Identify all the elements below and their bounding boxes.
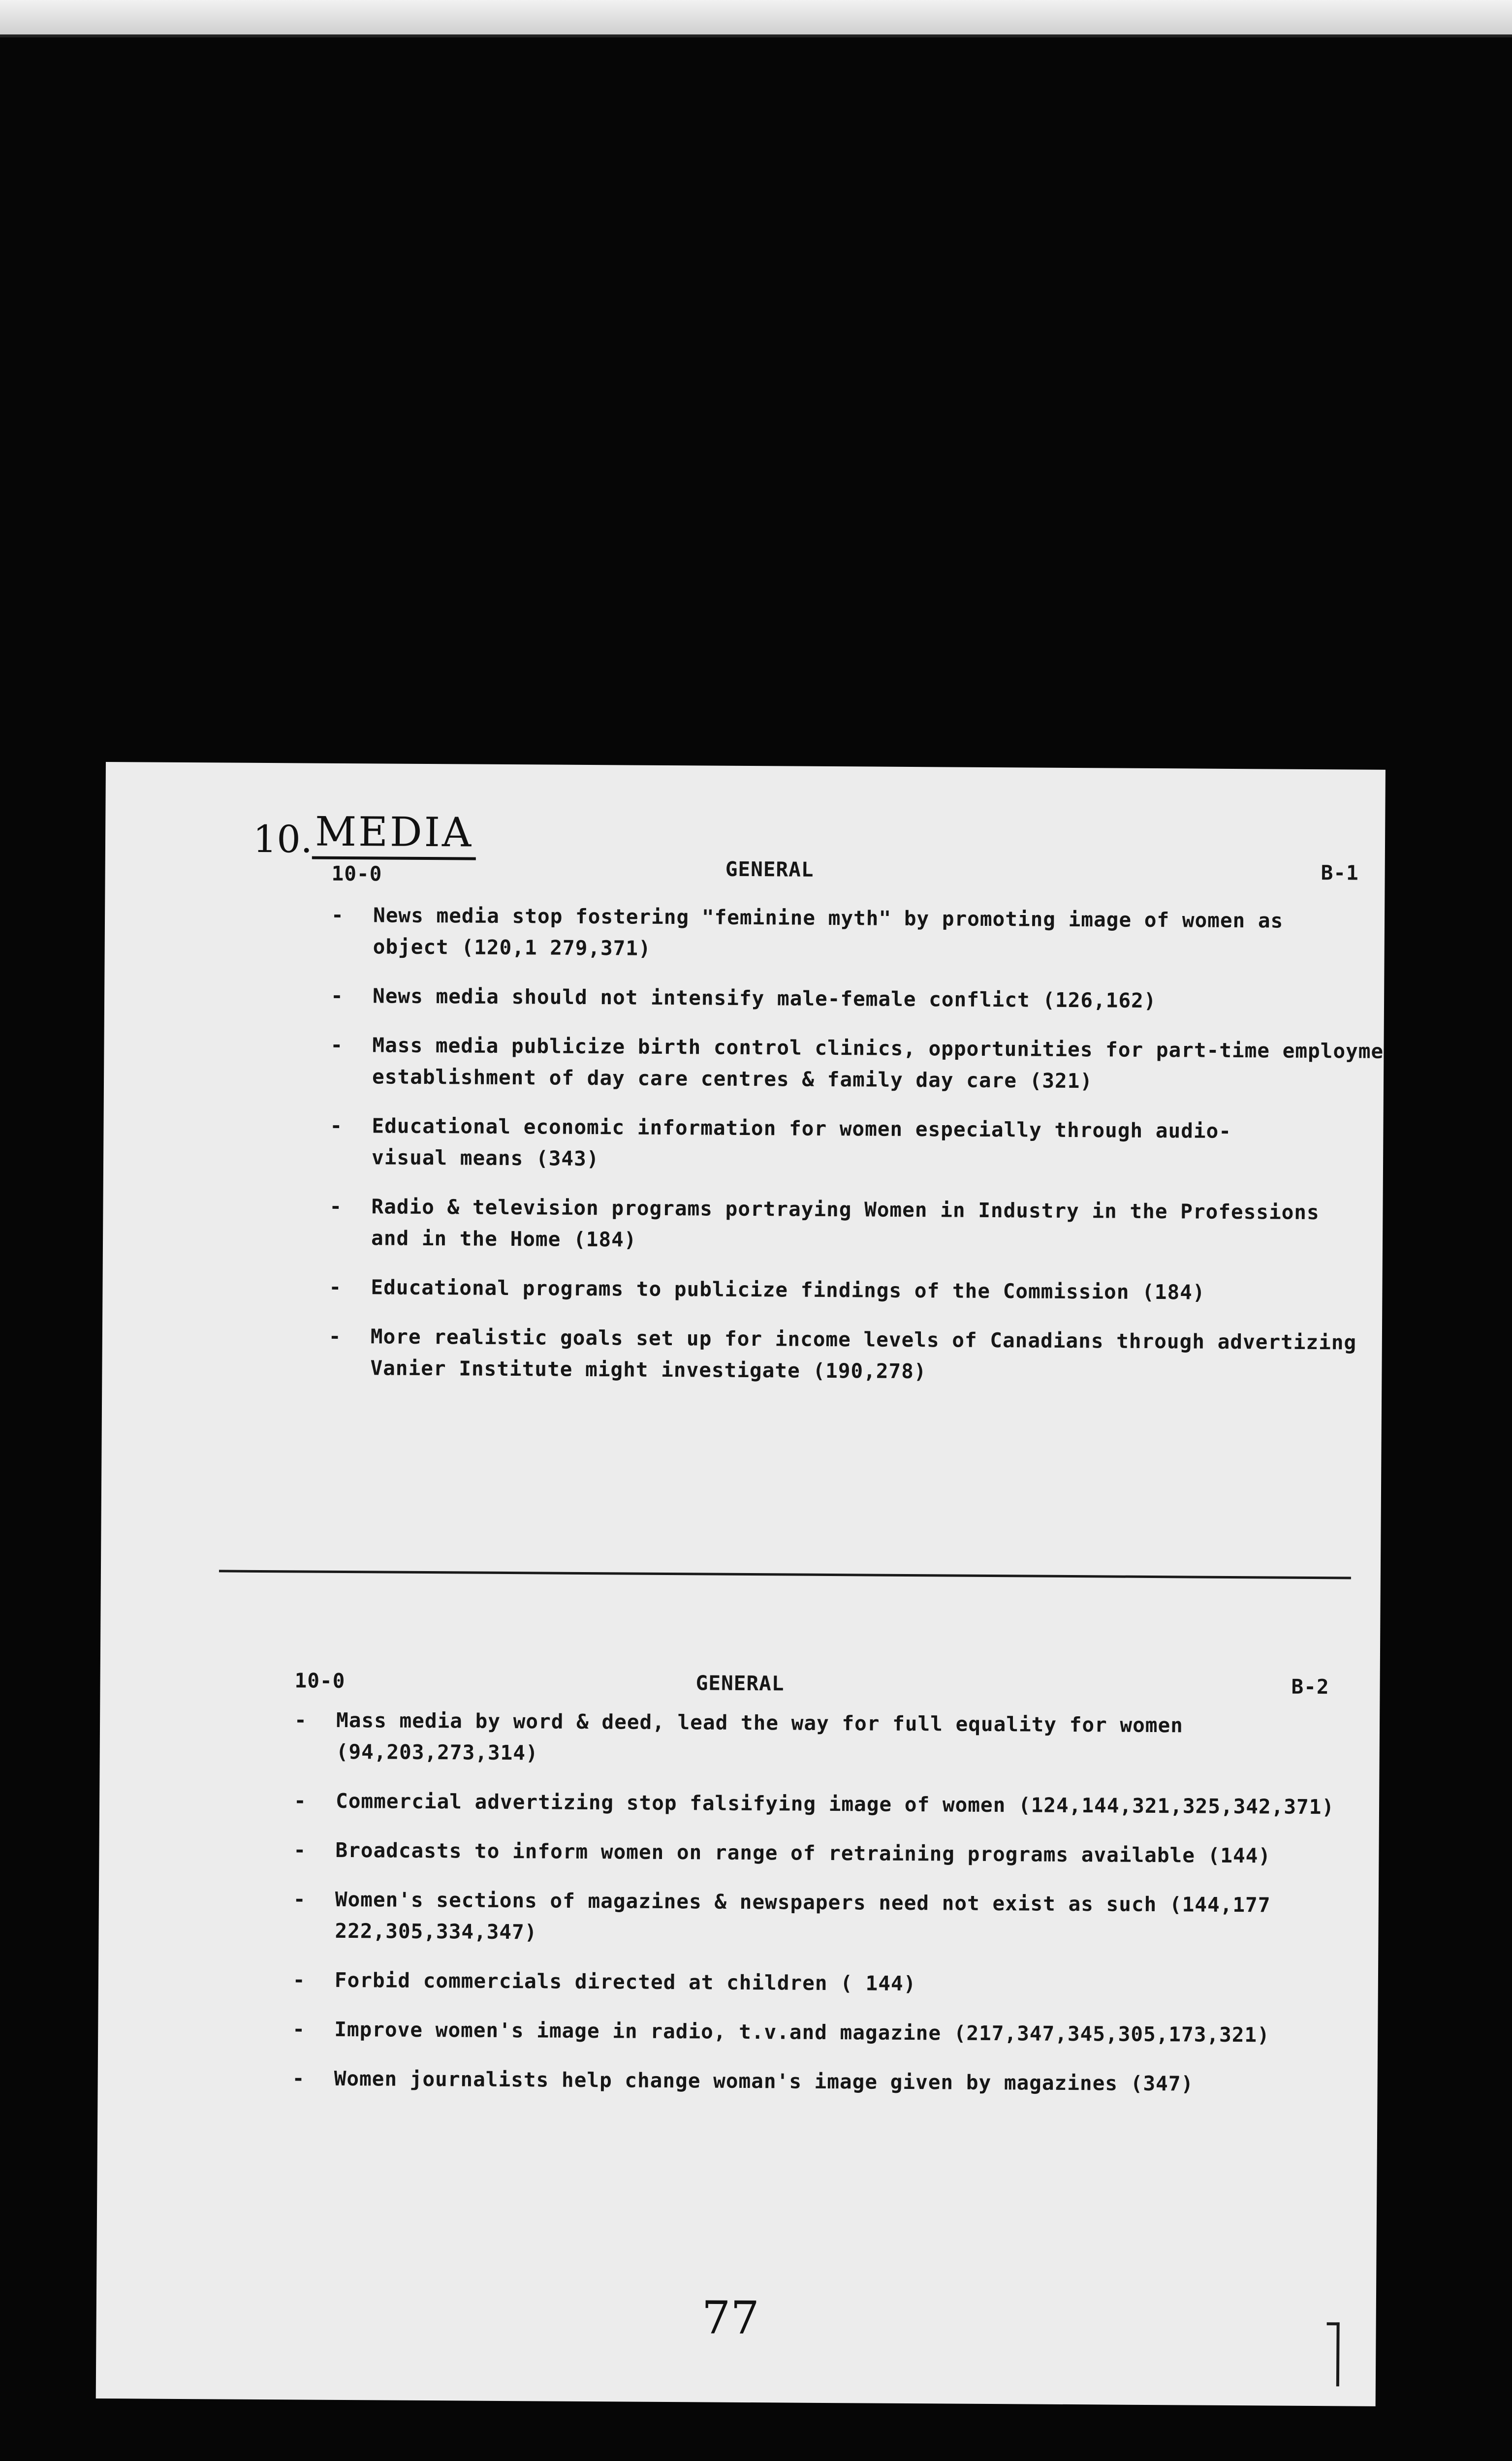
heading-title: MEDIA xyxy=(312,809,476,860)
item-line: Mass media by word & deed, lead the way for full equality for women (94,203,273,314) xyxy=(336,1708,1184,1765)
item-line: News media stop fostering "feminine myth" by promoting image of women as xyxy=(373,903,1284,933)
section-b1 xyxy=(105,857,1385,1384)
bullet-dash: - xyxy=(292,2066,305,2090)
item-line: Educational economic information for women especially through audio- xyxy=(372,1114,1232,1143)
section-code: 10-0 xyxy=(294,1669,346,1693)
section-code: 10-0 xyxy=(331,861,382,886)
item-line: and in the Home (184) xyxy=(371,1226,637,1252)
edge-mark xyxy=(1336,2322,1340,2386)
list-item xyxy=(293,1883,1366,1953)
section-title: GENERAL xyxy=(695,1671,785,1696)
list-item xyxy=(329,1191,1383,1260)
item-line: Broadcasts to inform women on range of retraining programs available (144) xyxy=(335,1838,1271,1868)
list-item xyxy=(294,1704,1368,1773)
heading-number: 10. xyxy=(252,817,313,861)
list-item xyxy=(330,1110,1384,1179)
list-item xyxy=(292,2013,1365,2051)
section-page: B-2 xyxy=(1291,1674,1329,1699)
item-line: Forbid commercials directed at children ( 144) xyxy=(334,1968,916,1996)
list-item xyxy=(293,1834,1366,1872)
bullet-dash: - xyxy=(293,1838,307,1862)
bullet-dash: - xyxy=(328,1324,342,1348)
bullet-dash: - xyxy=(330,983,344,1008)
item-line: Radio & television programs portraying Women in Industry in the Professions xyxy=(371,1195,1320,1225)
item-list xyxy=(328,899,1385,1408)
page-divider xyxy=(219,1570,1351,1579)
item-line: visual means (343) xyxy=(371,1145,599,1171)
item-line: Women's sections of magazines & newspapers need not exist as such (144,177 xyxy=(335,1887,1271,1917)
item-line: Mass media publicize birth control clinics, opportunities for part-time employme xyxy=(372,1033,1384,1063)
bullet-dash: - xyxy=(292,2017,306,2041)
item-line: Vanier Institute might investigate (190,278) xyxy=(370,1356,927,1384)
bullet-dash: - xyxy=(293,1789,307,1813)
item-line: More realistic goals set up for income levels of Canadians through advertizing xyxy=(370,1325,1357,1355)
item-list xyxy=(292,1704,1367,2118)
page-number: 77 xyxy=(701,2291,760,2345)
bullet-dash: - xyxy=(294,1708,307,1732)
list-item xyxy=(292,2062,1365,2100)
item-line: Women journalists help change woman's image given by magazines (347) xyxy=(334,2066,1194,2096)
list-item xyxy=(331,899,1385,969)
list-item xyxy=(293,1964,1366,2002)
scanner-top-strip xyxy=(0,0,1512,37)
section-b2 xyxy=(100,1668,1380,2096)
bullet-dash: - xyxy=(331,903,344,927)
item-line: establishment of day care centres & family day care (321) xyxy=(372,1065,1093,1093)
list-item xyxy=(331,980,1384,1018)
list-item xyxy=(294,1785,1367,1823)
edge-mark xyxy=(1327,2322,1340,2325)
section-title: GENERAL xyxy=(725,857,814,882)
list-item xyxy=(329,1271,1382,1309)
bullet-dash: - xyxy=(330,1113,343,1137)
item-line: Educational programs to publicize findings of the Commission (184) xyxy=(371,1275,1205,1304)
item-line: News media should not intensify male-female conflict (126,162) xyxy=(372,984,1157,1013)
list-item xyxy=(330,1029,1384,1099)
section-page: B-1 xyxy=(1321,861,1359,885)
bullet-dash: - xyxy=(329,1275,342,1299)
bullet-dash: - xyxy=(292,1968,306,1992)
bullet-dash: - xyxy=(329,1194,343,1218)
list-item xyxy=(328,1321,1382,1390)
bullet-dash: - xyxy=(293,1887,306,1911)
item-line: 222,305,334,347) xyxy=(335,1919,537,1944)
item-line: Improve women's image in radio, t.v.and magazine (217,347,345,305,173,321) xyxy=(334,2017,1270,2047)
document-page xyxy=(96,762,1386,2406)
bullet-dash: - xyxy=(330,1033,344,1057)
item-line: Commercial advertizing stop falsifying image of women (124,144,321,325,342,371) xyxy=(335,1789,1335,1819)
item-line: object (120,1 279,371) xyxy=(373,935,651,960)
